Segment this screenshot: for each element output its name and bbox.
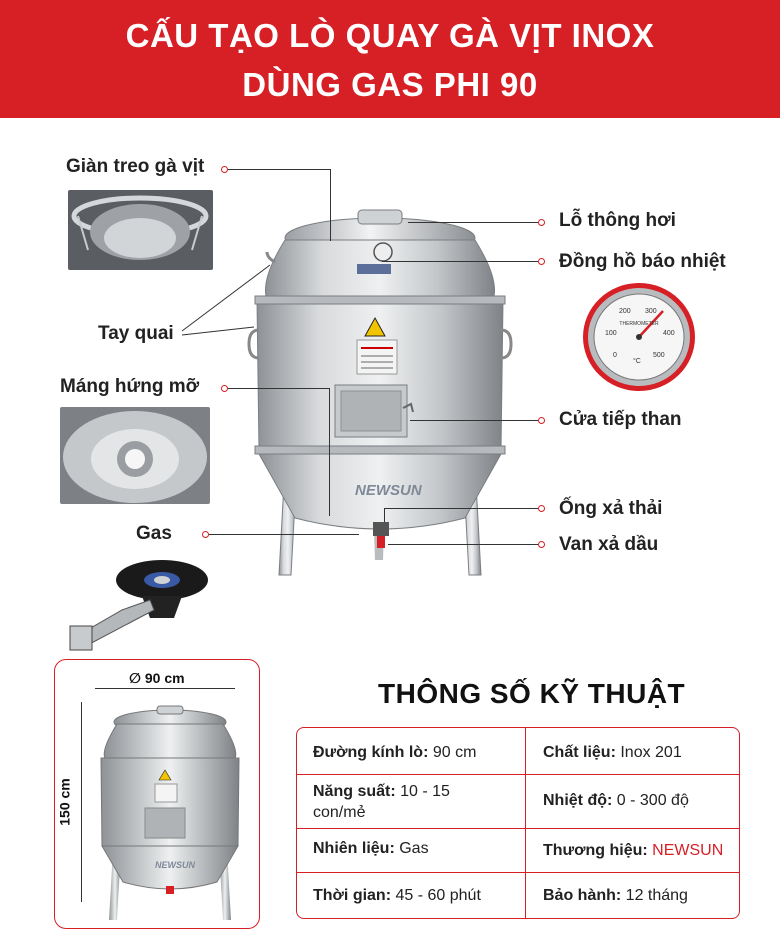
spec-temperature [543,790,689,811]
oven-illustration [245,200,515,585]
spec-material [543,742,682,763]
spec-label: Chất liệu: [543,744,616,761]
label-drain-pipe: Ống xả thải [559,498,663,519]
spec-label: Bảo hành: [543,887,622,904]
leader-line [388,544,538,545]
handle-leaders [180,255,280,345]
gauge-label: THERMOMETER [619,321,659,327]
title-line-2: DÙNG GAS PHI 90 [242,66,538,103]
thermometer-gauge [581,281,697,393]
diameter-label [129,670,185,687]
gauge-tick: 500 [653,352,665,359]
leader-line [228,169,331,170]
title-line-1: CẤU TẠO LÒ QUAY GÀ VỊT INOX [125,17,655,54]
gauge-tick: 200 [619,308,631,315]
leader-line [209,534,359,535]
title-banner [0,0,780,118]
callout-dot [221,166,228,173]
spec-time [313,885,481,906]
table-col-divider [525,728,526,919]
oven-thumbnail [95,700,245,925]
leader-line [330,169,331,241]
leader-line [410,420,538,421]
svg-text:NEWSUN: NEWSUN [355,482,422,499]
spec-value: 45 - 60 phút [395,887,481,904]
gas-burner-photo [62,548,210,658]
spec-warranty [543,885,688,906]
label-oil-valve: Van xả dầu [559,534,659,555]
gauge-tick: 0 [613,352,617,359]
label-vent: Lỗ thông hơi [559,210,676,231]
leader-line [329,388,330,516]
spec-label: Nhiên liệu: [313,840,395,857]
spec-value-unit: con/mẻ [313,804,366,821]
diameter-line [95,688,235,689]
specs-title: THÔNG SỐ KỸ THUẬT [378,678,686,709]
diameter-symbol: ∅ [129,670,141,686]
spec-fuel [313,838,429,859]
height-line [81,702,82,902]
drip-tray-photo [60,407,210,504]
spec-value: 90 cm [432,744,477,761]
leader-line [408,222,538,223]
spec-capacity [313,781,513,823]
gauge-tick: 300 [645,308,657,315]
table-row-divider [297,872,740,873]
label-rack: Giàn treo gà vịt [66,156,205,177]
callout-dot [538,258,545,265]
label-gas: Gas [136,523,172,544]
callout-dot [538,219,545,226]
spec-value: NEWSUN [652,842,724,859]
label-handle: Tay quai [98,323,174,344]
callout-dot [538,541,545,548]
leader-line [382,261,538,262]
spec-label: Thương hiệu: [543,842,648,859]
leader-line [384,508,385,522]
spec-label: Năng suất: [313,783,396,800]
leader-line [384,508,538,509]
diameter-value: 90 cm [144,670,185,686]
callout-dot [202,531,209,538]
table-row-divider [297,828,740,829]
spec-value: Gas [399,840,429,857]
svg-text:NEWSUN: NEWSUN [155,860,195,870]
spec-label: Đường kính lò: [313,744,429,761]
label-thermometer: Đồng hồ báo nhiệt [559,251,726,272]
spec-value: 12 tháng [625,887,688,904]
label-drip-tray: Máng hứng mỡ [60,376,200,397]
gauge-unit: °C [633,358,641,365]
spec-value: Inox 201 [620,744,682,761]
callout-dot [538,505,545,512]
spec-value: 10 - 15 [400,783,450,800]
callout-dot [538,417,545,424]
table-row-divider [297,774,740,775]
spec-label: Thời gian: [313,887,392,904]
gauge-tick: 400 [663,330,675,337]
spec-diameter [313,742,476,763]
gauge-tick: 100 [605,330,617,337]
spec-brand [543,840,723,861]
callout-dot [221,385,228,392]
label-charcoal-door: Cửa tiếp than [559,409,682,430]
spec-label: Nhiệt độ: [543,792,613,809]
spec-value: 0 - 300 độ [616,792,689,809]
specs-table [296,727,740,919]
dimension-box [54,659,260,929]
height-label: 150 cm [56,778,73,826]
leader-line [228,388,330,389]
